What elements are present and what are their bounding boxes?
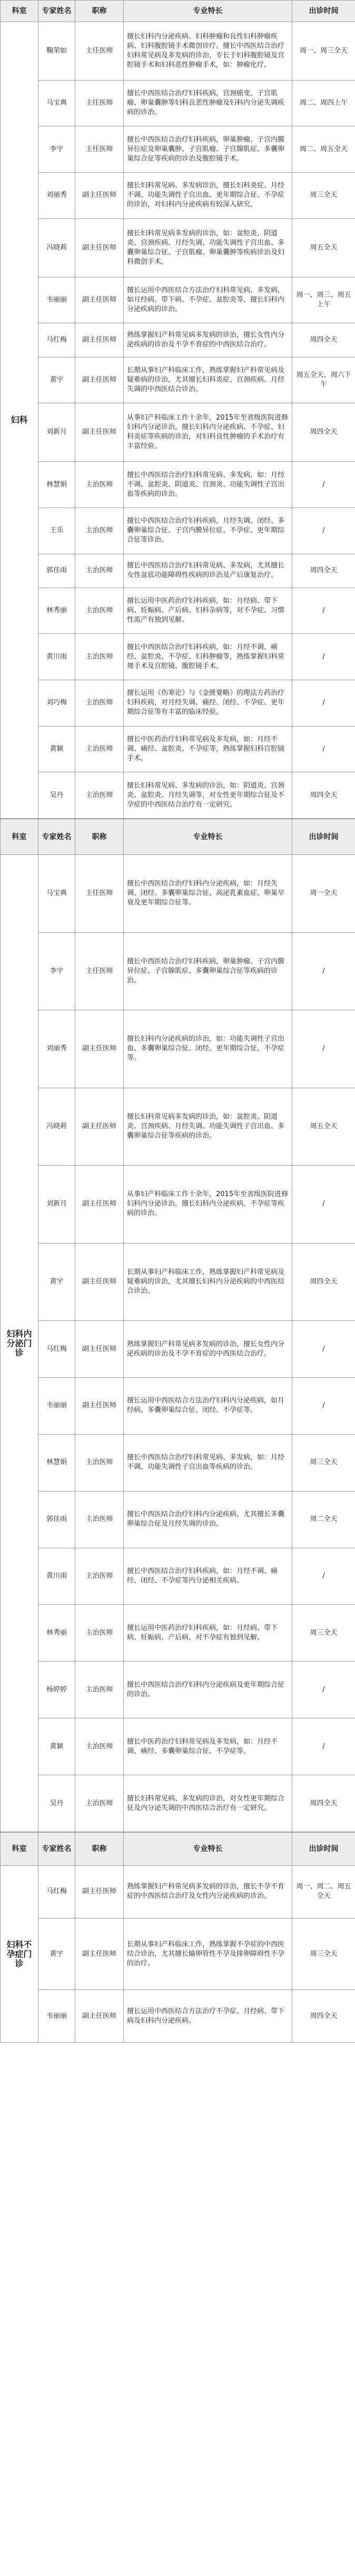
specialty-cell: 擅长中西医结合治疗妇科常见病、多发病，如：月经不调、盆腔炎、阴道炎、宫颈炎、功能失调性子宫出血等疾病的诊治。 [124, 462, 292, 508]
department-cell: 妇科不孕症门诊 [1, 1866, 38, 2043]
expert-name-cell: 李宇 [38, 126, 75, 173]
specialty-cell: 长期从事妇产科临床工作，熟练掌握不孕症的中西医结合诊治，尤其擅长输卵管性不孕及排卵障碍性不孕的治疗。 [124, 1918, 292, 1990]
clinic-time-cell: 周五全天、周六下午 [292, 357, 355, 403]
specialty-cell: 从事妇产科临床工作十余年，2015年至省级医院进修妇科内分泌诊治，擅长妇科内分泌疾病、不孕症、妇科炎症等疾病的诊治，对妇科良性肿瘤的手术治疗有丰富经验。 [124, 403, 292, 462]
table-row [1, 680, 355, 727]
title-cell: 主治医师 [75, 1605, 124, 1662]
column-header-title: 职称 [75, 1, 124, 22]
table-row [1, 173, 355, 219]
expert-name-cell: 马红梅 [38, 1866, 75, 1918]
table-row [1, 554, 355, 588]
column-header-dept: 科室 [1, 819, 38, 855]
column-header-specialty: 专业特长 [124, 1, 292, 22]
specialty-cell: 擅长中医药治疗妇科常见病及多发病，如：月经不调、痛经、多囊卵巢综合征、不孕症等。 [124, 1718, 292, 1775]
specialty-cell: 擅长中西医结合治疗妇科常见病、多发病，如：月经不调、功能失调性子宫出血等疾病的诊治。 [124, 1434, 292, 1491]
expert-name-cell: 刘丽秀 [38, 173, 75, 219]
expert-name-cell: 黄宇 [38, 1918, 75, 1990]
clinic-time-cell: 周二全天 [292, 1491, 355, 1548]
title-cell: 主任医师 [75, 855, 124, 932]
expert-name-cell: 林秀丽 [38, 588, 75, 634]
expert-name-cell: 鞠荣如 [38, 22, 75, 80]
table-row [1, 726, 355, 772]
clinic-time-cell: 周四全天 [292, 403, 355, 462]
expert-name-cell: 李宇 [38, 932, 75, 1010]
title-cell: 副主任医师 [75, 1088, 124, 1165]
specialty-cell: 擅长中西医结合治疗妇科疾病，卵巢肿瘤、子宫内膜异位症、子宫腺肌症、多囊卵巢综合征等疾病的诊治。 [124, 932, 292, 1010]
title-cell: 主治医师 [75, 680, 124, 727]
clinic-time-cell: 周一、周三、周五上午 [292, 277, 355, 323]
title-cell: 主任医师 [75, 80, 124, 126]
clinic-time-cell: 周四全天 [292, 772, 355, 819]
specialty-cell: 擅长妇科内分泌疾病、妇科肿瘤和良性妇科肿瘤疾病、妇科腹腔镜手术微创诊疗。擅长中西医结合治疗妇科常见病及多发病的诊治，专长于妇科腹腔镜及宫腔镜手术和妇科恶性肿瘤手术，如：肿瘤化疗。 [124, 22, 292, 80]
specialty-cell: 擅长中西医结合治疗妇科疾病，宫颈癌变、子宫肌瘤、卵巢囊肿等妇科良恶性肿瘤及妇科内分泌失调疾病的诊治。 [124, 80, 292, 126]
title-cell: 副主任医师 [75, 277, 124, 323]
expert-name-cell: 韦丽丽 [38, 1378, 75, 1435]
clinic-time-cell: 周三全天 [292, 1605, 355, 1662]
schedule-table [0, 0, 355, 819]
specialty-cell: 擅长中西医结合治疗妇科内分泌疾病，如：月经失调、闭经、多囊卵巢综合征、高泌乳素血症、卵巢早衰及更年期综合征等。 [124, 855, 292, 932]
table-row [1, 508, 355, 554]
title-cell: 副主任医师 [75, 173, 124, 219]
specialty-cell: 擅长妇科常见病、多发病的诊治，如：阴道炎、宫颈炎、盆腔炎、月经失调等，对女性更年期综合征及不孕症的中西医结合治疗有一定研究。 [124, 772, 292, 819]
clinic-time-cell: 周四全天 [292, 1243, 355, 1320]
expert-name-cell: 杨婷婷 [38, 1662, 75, 1718]
table-row [1, 80, 355, 126]
column-header-title: 职称 [75, 819, 124, 855]
title-cell: 主治医师 [75, 634, 124, 680]
clinic-time-cell: 周一全天 [292, 855, 355, 932]
clinic-time-cell: / [292, 588, 355, 634]
table-row [1, 855, 355, 932]
table-row [1, 1990, 355, 2043]
table-row [1, 1775, 355, 1832]
title-cell: 主治医师 [75, 1775, 124, 1832]
title-cell: 主治医师 [75, 1718, 124, 1775]
expert-name-cell: 马红梅 [38, 323, 75, 357]
expert-name-cell: 林慧娟 [38, 462, 75, 508]
clinic-time-cell: 周五全天 [292, 1088, 355, 1165]
column-header-name: 专家姓名 [38, 1833, 75, 1866]
column-header-name: 专家姓名 [38, 1, 75, 22]
title-cell: 主治医师 [75, 1434, 124, 1491]
column-header-specialty: 专业特长 [124, 819, 292, 855]
clinic-time-cell: 周二、周四上午 [292, 80, 355, 126]
clinic-time-cell: / [292, 1010, 355, 1088]
specialty-cell: 擅长中西医结合治疗妇科疾病，如：月经不调、痛经、盆腔炎、不孕症、妇科肿瘤等，熟练掌握妇科常规手术及宫腔镜、腹腔镜手术。 [124, 634, 292, 680]
expert-name-cell: 王乐 [38, 508, 75, 554]
table-row [1, 403, 355, 462]
expert-name-cell: 黄川雨 [38, 1548, 75, 1605]
table-row [1, 1243, 355, 1320]
title-cell: 副主任医师 [75, 1243, 124, 1320]
expert-name-cell: 韦丽丽 [38, 277, 75, 323]
expert-name-cell: 刘丽秀 [38, 1010, 75, 1088]
table-row [1, 1918, 355, 1990]
department-cell: 妇科 [1, 22, 38, 818]
specialty-cell: 擅长中西医结合治疗妇科常见病、多发病，尤其擅长女性盆底功能障碍性疾病的诊治及产后康复治疗。 [124, 554, 292, 588]
clinic-time-cell: / [292, 1548, 355, 1605]
table-header-row [1, 1, 355, 22]
title-cell: 主治医师 [75, 772, 124, 819]
clinic-time-cell: / [292, 508, 355, 554]
title-cell: 主任医师 [75, 932, 124, 1010]
clinic-time-cell: / [292, 1166, 355, 1243]
table-row [1, 1662, 355, 1718]
expert-name-cell: 冯晓莉 [38, 218, 75, 277]
title-cell: 副主任医师 [75, 1918, 124, 1990]
title-cell: 主治医师 [75, 726, 124, 772]
table-row [1, 1718, 355, 1775]
column-header-time: 出诊时间 [292, 1, 355, 22]
specialty-cell: 擅长妇科常见病、多发病的诊治，对女性更年期综合征及内分泌失调的中西医结合治疗有一定研究。 [124, 1775, 292, 1832]
title-cell: 主任医师 [75, 126, 124, 173]
specialty-cell: 擅长运用中医药治疗妇科疾病，如：月经病、带下病、妊娠病、产后病、妇科杂病等，对不孕症、习惯性流产有独到见解。 [124, 588, 292, 634]
clinic-time-cell: / [292, 1321, 355, 1378]
expert-name-cell: 黄宇 [38, 1243, 75, 1320]
specialty-cell: 擅长运用《伤寒论》与《金匮要略》的理法方药治疗妇科疾病，对月经失调、痛经、闭经、不孕症、更年期综合征等有丰富的临床经验。 [124, 680, 292, 727]
title-cell: 副主任医师 [75, 323, 124, 357]
column-header-dept: 科室 [1, 1, 38, 22]
clinic-time-cell: 周三全天 [292, 1434, 355, 1491]
clinic-time-cell: / [292, 932, 355, 1010]
expert-name-cell: 郭佳雨 [38, 554, 75, 588]
table-row [1, 218, 355, 277]
specialty-cell: 擅长妇科内分泌疾病的诊治，如：功能失调性子宫出血、多囊卵巢综合征、闭经、更年期综合征、不孕症等。 [124, 1010, 292, 1088]
specialty-cell: 从事妇产科临床工作十余年，2015年至省级医院进修妇科内分泌诊治，擅长妇科内分泌疾病、不孕症等疾病的诊治。 [124, 1166, 292, 1243]
expert-name-cell: 刘新月 [38, 1166, 75, 1243]
clinic-time-cell: / [292, 1378, 355, 1435]
expert-name-cell: 吴丹 [38, 772, 75, 819]
table-row [1, 634, 355, 680]
title-cell: 副主任医师 [75, 357, 124, 403]
title-cell: 主治医师 [75, 554, 124, 588]
expert-name-cell: 吴丹 [38, 1775, 75, 1832]
specialty-cell: 擅长中西医结合治疗妇科疾病，卵巢肿瘤、子宫内膜异位症及卵巢囊肿、子宫肌瘤、子宫腺肌症、多囊卵巢综合征等疾病的诊治及腹腔镜手术。 [124, 126, 292, 173]
table-row [1, 1548, 355, 1605]
table-row [1, 772, 355, 819]
specialty-cell: 熟练掌握妇产科常见病多发病的诊治，擅长女性内分泌疾病的诊治及不孕不育症的中西医结合治疗。 [124, 323, 292, 357]
expert-name-cell: 林慧娟 [38, 1434, 75, 1491]
table-row [1, 1866, 355, 1918]
expert-name-cell: 刘新月 [38, 403, 75, 462]
table-row [1, 1434, 355, 1491]
title-cell: 副主任医师 [75, 1321, 124, 1378]
clinic-time-cell: / [292, 726, 355, 772]
table-row [1, 1605, 355, 1662]
expert-name-cell: 林秀丽 [38, 1605, 75, 1662]
column-header-time: 出诊时间 [292, 819, 355, 855]
table-row [1, 1010, 355, 1088]
specialty-cell: 擅长妇科常见病多发病的诊治，如：盆腔炎、阴道炎、宫颈疾病、月经失调、功能失调性子宫出血、多囊卵巢综合征等疾病的诊治。 [124, 1088, 292, 1165]
specialty-cell: 擅长运用中西医结合方法治疗妇科内分泌疾病，如月经病、多囊卵巢综合征、闭经、不孕症等。 [124, 1378, 292, 1435]
table-row [1, 1378, 355, 1435]
specialty-cell: 擅长妇科常见病多发病的诊治，如：盆腔炎、阴道炎、宫颈疾病、月经失调、功能失调性子宫出血、多囊卵巢综合征、子宫肌瘤、卵巢囊肿等疾病诊治及妇科微创手术。 [124, 218, 292, 277]
expert-name-cell: 黄川雨 [38, 634, 75, 680]
title-cell: 副主任医师 [75, 403, 124, 462]
expert-name-cell: 黄宇 [38, 357, 75, 403]
table-row [1, 1491, 355, 1548]
specialty-cell: 熟练掌握妇产科常见病多发病的诊治，擅长女性内分泌疾病的诊治及不孕不育症的中西医结合治疗。 [124, 1321, 292, 1378]
table-row [1, 1088, 355, 1165]
clinic-time-cell: / [292, 634, 355, 680]
specialty-cell: 长期从事妇产科临床工作，熟练掌握妇产科常见病及疑难病的诊治，尤其擅长妇科内分泌疾病的中西医结合诊治。 [124, 1243, 292, 1320]
schedule-table [0, 1832, 355, 2043]
clinic-time-cell: 周一、周三全天 [292, 22, 355, 80]
clinic-time-cell: / [292, 1662, 355, 1718]
specialty-cell: 擅长运用中西医结合方法治疗妇科常见病、多发病，如月经病、带下病、不孕症、盆腔炎等，擅长妇科内分泌疾病的诊治。 [124, 277, 292, 323]
table-header-row [1, 819, 355, 855]
expert-name-cell: 郭佳雨 [38, 1491, 75, 1548]
clinic-time-cell: 周五全天 [292, 218, 355, 277]
title-cell: 副主任医师 [75, 1010, 124, 1088]
specialty-cell: 擅长中西医结合治疗妇科疾病，如：月经不调、痛经、闭经、不孕症等内分泌相关疾病。 [124, 1548, 292, 1605]
clinic-time-cell: 周三全天 [292, 1918, 355, 1990]
column-header-title: 职称 [75, 1833, 124, 1866]
specialty-cell: 擅长运用中西医结合方法治疗不孕症、月经病、带下病及妇科内分泌疾病。 [124, 1990, 292, 2043]
title-cell: 主治医师 [75, 1491, 124, 1548]
title-cell: 副主任医师 [75, 1866, 124, 1918]
title-cell: 主治医师 [75, 1662, 124, 1718]
clinic-time-cell: 周四全天 [292, 554, 355, 588]
specialty-cell: 熟练掌握妇产科常见病多发病的诊治，擅长不孕不育症的中西医结合治疗及女性内分泌疾病的诊治。 [124, 1866, 292, 1918]
title-cell: 主治医师 [75, 588, 124, 634]
clinic-time-cell: / [292, 1718, 355, 1775]
title-cell: 主治医师 [75, 1548, 124, 1605]
table-header-row [1, 1833, 355, 1866]
clinic-time-cell: 周四全天 [292, 1775, 355, 1832]
clinic-time-cell: 周四全天 [292, 1990, 355, 2043]
title-cell: 主治医师 [75, 462, 124, 508]
table-row [1, 277, 355, 323]
expert-name-cell: 马红梅 [38, 1321, 75, 1378]
specialty-cell: 长期从事妇产科临床工作，熟练掌握妇产科常见病及疑难病的诊治，尤其擅长妇科炎症、宫颈疾病、月经失调的中西医结合诊治。 [124, 357, 292, 403]
clinic-time-cell: 周四全天 [292, 323, 355, 357]
table-row [1, 1321, 355, 1378]
schedule-table [0, 819, 355, 1832]
specialty-cell: 擅长中西医结合治疗妇科内分泌疾病，尤其擅长多囊卵巢综合征及月经失调的诊治。 [124, 1491, 292, 1548]
table-row [1, 22, 355, 80]
table-row [1, 1166, 355, 1243]
specialty-cell: 擅长中西医结合治疗妇科内分泌疾病及更年期综合征的诊治。 [124, 1662, 292, 1718]
expert-name-cell: 黄颖 [38, 726, 75, 772]
table-row [1, 323, 355, 357]
table-row [1, 357, 355, 403]
title-cell: 副主任医师 [75, 1166, 124, 1243]
column-header-dept: 科室 [1, 1833, 38, 1866]
specialty-cell: 擅长中西医结合治疗妇科疾病，月经失调、闭经、多囊卵巢综合征、子宫内膜异位症、不孕症、更年期综合征等诊治。 [124, 508, 292, 554]
clinic-time-cell: 周三全天 [292, 173, 355, 219]
title-cell: 副主任医师 [75, 1990, 124, 2043]
table-row [1, 932, 355, 1010]
specialty-cell: 擅长中医药治疗妇科常见病及多发病，如：月经不调、痛经、盆腔炎、不孕症等，熟练掌握妇科宫腔镜手术。 [124, 726, 292, 772]
clinic-time-cell: 周一、周二、周五全天 [292, 1866, 355, 1918]
title-cell: 副主任医师 [75, 1378, 124, 1435]
expert-name-cell: 刘巧梅 [38, 680, 75, 727]
expert-name-cell: 马宝典 [38, 855, 75, 932]
specialty-cell: 擅长运用中医药治疗妇科疾病，如：月经病、带下病、妊娠病、产后病，对不孕症有独到见解。 [124, 1605, 292, 1662]
clinic-time-cell: / [292, 680, 355, 727]
expert-name-cell: 冯晓莉 [38, 1088, 75, 1165]
department-cell: 妇科内分泌门诊 [1, 855, 38, 1832]
clinic-time-cell: / [292, 462, 355, 508]
expert-name-cell: 马宝典 [38, 80, 75, 126]
column-header-name: 专家姓名 [38, 819, 75, 855]
title-cell: 主任医师 [75, 22, 124, 80]
table-row [1, 462, 355, 508]
column-header-time: 出诊时间 [292, 1833, 355, 1866]
clinic-time-cell: 周二、周五全天 [292, 126, 355, 173]
column-header-specialty: 专业特长 [124, 1833, 292, 1866]
table-row [1, 588, 355, 634]
expert-name-cell: 韦丽丽 [38, 1990, 75, 2043]
title-cell: 主治医师 [75, 508, 124, 554]
title-cell: 副主任医师 [75, 218, 124, 277]
specialty-cell: 擅长妇科常见病、多发病诊治，擅长妇科炎症、月经不调、功能失调性子宫出血、更年期综合征、不孕症的诊治，对妇科内分泌疾病有较深入研究。 [124, 173, 292, 219]
expert-name-cell: 黄颖 [38, 1718, 75, 1775]
table-row [1, 126, 355, 173]
